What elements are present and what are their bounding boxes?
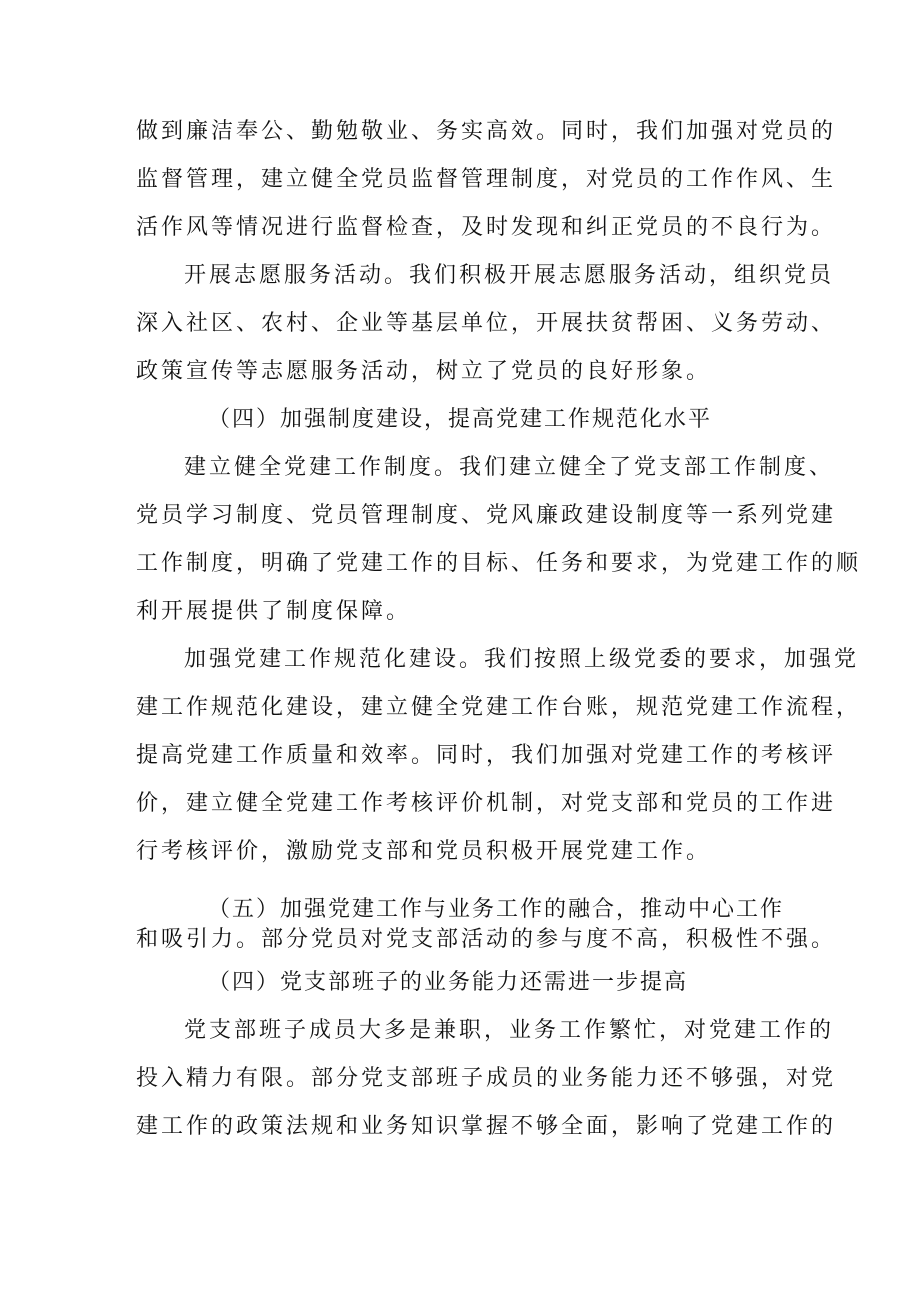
text-line-4: 开展志愿服务活动。我们积极开展志愿服务活动，组织党员 bbox=[184, 263, 835, 288]
text-line-3: 活作风等情况进行监督检查，及时发现和纠正党员的不良行为。 bbox=[136, 215, 837, 240]
text-line-16: 和吸引力。部分党员对党支部活动的参与度不高，积极性不强。 bbox=[136, 927, 837, 952]
section-heading-4: （四）加强制度建设，提高党建工作规范化水平 bbox=[208, 407, 713, 432]
text-line-1: 做到廉洁奉公、勤勉敬业、务实高效。同时，我们加强对党员的 bbox=[136, 119, 837, 144]
text-line-15: 行考核评价，激励党支部和党员积极开展党建工作。 bbox=[136, 839, 712, 864]
text-line-2: 监督管理，建立健全党员监督管理制度，对党员的工作作风、生 bbox=[136, 167, 837, 192]
text-line-10: 利开展提供了制度保障。 bbox=[136, 599, 412, 624]
text-line-14: 价，建立健全党建工作考核评价机制，对党支部和党员的工作进 bbox=[136, 791, 837, 816]
section-heading-4b: （四）党支部班子的业务能力还需进一步提高 bbox=[208, 970, 689, 995]
text-line-17: 党支部班子成员大多是兼职，业务工作繁忙，对党建工作的 bbox=[184, 1018, 835, 1043]
text-line-19: 建工作的政策法规和业务知识掌握不够全面，影响了党建工作的 bbox=[136, 1114, 837, 1139]
text-line-18: 投入精力有限。部分党支部班子成员的业务能力还不够强，对党 bbox=[136, 1066, 837, 1091]
text-line-13: 提高党建工作质量和效率。同时，我们加强对党建工作的考核评 bbox=[136, 743, 837, 768]
text-line-7: 建立健全党建工作制度。我们建立健全了党支部工作制度、 bbox=[184, 455, 835, 480]
section-heading-5: （五）加强党建工作与业务工作的融合，推动中心工作 bbox=[208, 897, 785, 922]
text-line-6: 政策宣传等志愿服务活动，树立了党员的良好形象。 bbox=[136, 359, 712, 384]
text-line-8: 党员学习制度、党员管理制度、党风廉政建设制度等一系列党建 bbox=[136, 503, 837, 528]
text-line-5: 深入社区、农村、企业等基层单位，开展扶贫帮困、义务劳动、 bbox=[136, 311, 837, 336]
text-line-11: 加强党建工作规范化建设。我们按照上级党委的要求，加强党 bbox=[184, 647, 860, 672]
text-line-12: 建工作规范化建设，建立健全党建工作台账，规范党建工作流程， bbox=[136, 695, 862, 720]
text-line-9: 工作制度，明确了党建工作的目标、任务和要求，为党建工作的顺 bbox=[136, 551, 862, 576]
